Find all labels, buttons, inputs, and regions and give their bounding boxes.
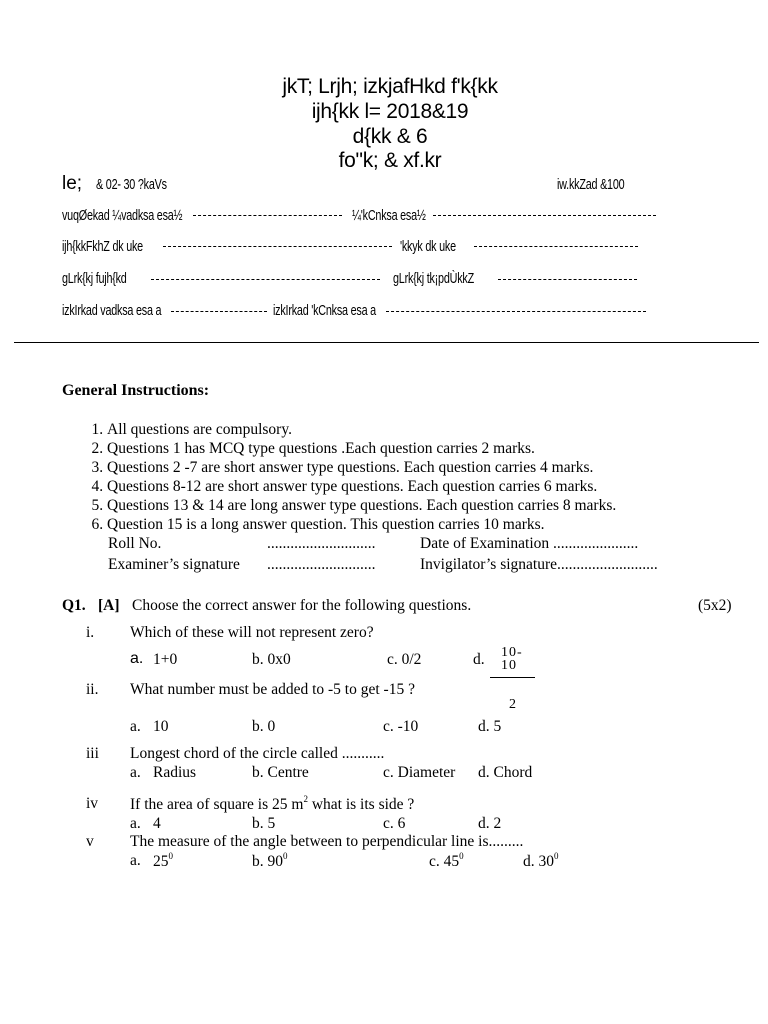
option-c[interactable]: c. Diameter (383, 764, 456, 781)
degree-mark: 0 (459, 851, 464, 861)
fraction-denominator: 2 (509, 697, 516, 712)
field-marks-digits: izkIrkad vadksa esa a (62, 302, 162, 319)
option-letter: a. (130, 650, 144, 667)
field-line[interactable] (433, 215, 656, 216)
option-value: 25 (153, 853, 169, 871)
field-exam-name: ijh{kkFkhZ dk uke (62, 238, 143, 255)
option-c[interactable] (429, 852, 464, 871)
field-line[interactable] (498, 279, 637, 280)
instruction-item: 2. Questions 1 has MCQ type questions .Each question carries 2 marks. (107, 439, 767, 458)
degree-mark: 0 (283, 851, 288, 861)
option-letter: a. (130, 764, 141, 781)
instructions-heading: General Instructions: (62, 382, 210, 399)
q1-text: Choose the correct answer for the following questions. (132, 597, 472, 614)
field-line[interactable] (151, 279, 380, 280)
q1-part: [A] (98, 597, 120, 614)
option-d[interactable]: d. Chord (478, 764, 533, 781)
header-title-line-4: fo"k; & xf.kr (338, 149, 442, 172)
header-title-line-2: ijh{kk l= 2018&19 (311, 100, 469, 123)
header-divider (14, 342, 759, 343)
field-line[interactable] (386, 311, 646, 312)
field-obtained-marks-words: ¼'kCnksa esa½ (352, 207, 426, 224)
field-district: gLrk{kj fujh{kd (62, 270, 127, 287)
question-number: ii. (86, 681, 99, 698)
header-title-line-1: jkT; Lrjh; izkjafHkd f'k{kk (282, 75, 498, 98)
instruction-item: 4. Questions 8-12 are short answer type questions. Each question carries 6 marks. (107, 477, 767, 496)
header-title-line-3: d{kk & 6 (352, 125, 428, 148)
instruction-item: 6. Question 15 is a long answer question. This question carries 10 marks. (107, 515, 767, 534)
q1-label: Q1. (62, 597, 86, 614)
option-letter: a. (130, 718, 141, 735)
fraction-numerator-line-2: 10 (501, 658, 517, 673)
option-b[interactable] (252, 852, 288, 871)
option-letter: a. (130, 852, 141, 869)
question-text-part: If the area of square is 25 m (130, 796, 304, 814)
question-number: v (86, 833, 94, 850)
option-b[interactable]: b. 0 (252, 718, 276, 735)
option-d[interactable]: d. 2 (478, 815, 502, 832)
field-line[interactable] (171, 311, 267, 312)
field-marks-words: izkIrkad 'kCnksa esa a (273, 302, 376, 319)
time-value: & 02- 30 ?kaVs (96, 176, 167, 193)
time-label: le; (62, 173, 83, 194)
degree-mark: 0 (554, 851, 559, 861)
option-b[interactable]: b. Centre (252, 764, 309, 781)
roll-no-label: Roll No. (108, 535, 162, 552)
option-c[interactable]: c. 0/2 (387, 651, 422, 668)
superscript: 2 (303, 794, 308, 804)
question-number: iii (86, 745, 99, 762)
question-text (130, 795, 414, 814)
option-a[interactable]: 4 (153, 815, 161, 832)
instruction-item: 5. Questions 13 & 14 are long answer type questions. Each question carries 8 marks. (107, 496, 767, 515)
examiner-dots[interactable]: ............................ (267, 556, 376, 573)
invigilator-sign: Invigilator’s signature.......................... (420, 556, 658, 573)
option-value: b. 90 (252, 853, 283, 871)
question-text: What number must be added to -5 to get -15 ? (130, 681, 415, 698)
option-a[interactable] (153, 852, 173, 871)
option-d[interactable] (523, 852, 559, 871)
option-value: c. 45 (429, 853, 460, 871)
full-marks: iw.kkZad &100 (557, 176, 625, 193)
field-line[interactable] (474, 246, 638, 247)
option-value: d. 30 (523, 853, 554, 871)
examiner-sign-label: Examiner’s signature (108, 556, 240, 573)
instruction-item: 1. All questions are compulsory. (107, 420, 767, 439)
q1-marks: (5x2) (698, 597, 732, 614)
instruction-item: 3. Questions 2 -7 are short answer type questions. Each question carries 4 marks. (107, 458, 767, 477)
option-b[interactable]: b. 5 (252, 815, 276, 832)
roll-no-dots[interactable]: ............................ (267, 535, 376, 552)
option-a[interactable]: 10 (153, 718, 169, 735)
option-c[interactable]: c. -10 (383, 718, 419, 735)
field-school-name: 'kkyk dk uke (400, 238, 456, 255)
fraction-bar (490, 677, 535, 678)
option-b[interactable]: b. 0x0 (252, 651, 291, 668)
fraction-numerator: 10- (501, 645, 523, 660)
field-line[interactable] (193, 215, 342, 216)
date-of-exam: Date of Examination ...................... (420, 535, 639, 552)
degree-mark: 0 (168, 851, 173, 861)
question-number: iv (86, 795, 99, 812)
question-number: i. (86, 624, 95, 641)
option-a[interactable]: 1+0 (153, 651, 178, 668)
question-text: Longest chord of the circle called ........... (130, 745, 385, 762)
option-d[interactable]: d. 5 (478, 718, 502, 735)
option-d[interactable]: d. (473, 651, 485, 668)
option-letter: a. (130, 815, 141, 832)
question-text-part: what is its side ? (307, 796, 415, 814)
option-a[interactable]: Radius (153, 764, 197, 781)
question-text: Which of these will not represent zero? (130, 624, 374, 641)
question-text: The measure of the angle between to perpendicular line is......... (130, 833, 524, 850)
option-c[interactable]: c. 6 (383, 815, 406, 832)
field-obtained-marks-digits: vuqØekad ¼vadksa esa½ (62, 207, 183, 224)
field-invigilator-sign: gLrk{kj tk¡pdÙkkZ (393, 270, 474, 287)
instructions-list (83, 420, 767, 534)
field-line[interactable] (163, 246, 392, 247)
